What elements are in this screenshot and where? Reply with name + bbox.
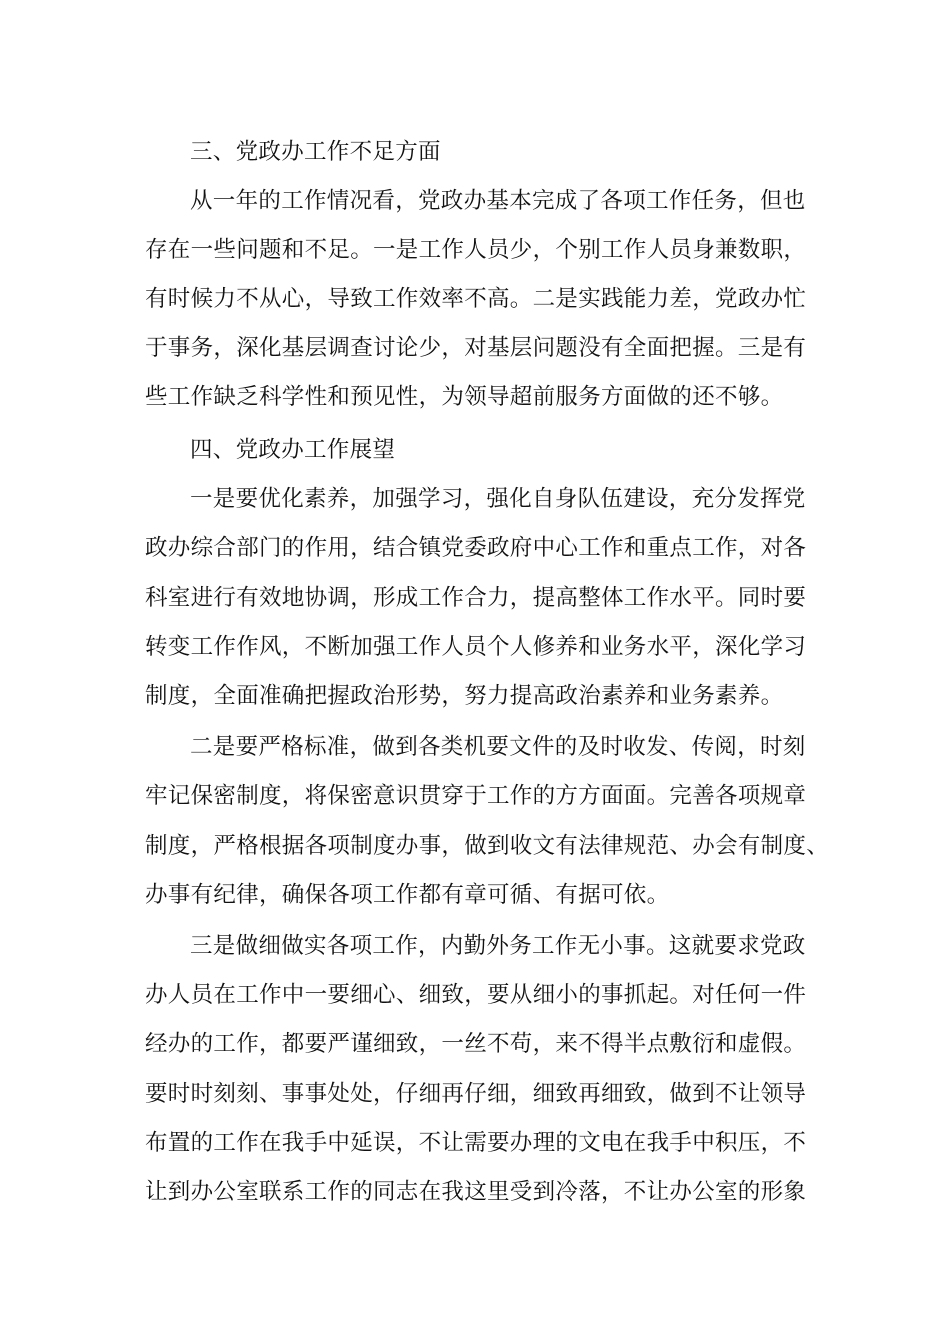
paragraph-line: 经办的工作，都要严谨细致，一丝不苟，来不得半点敷衍和虚假。 xyxy=(145,1031,807,1057)
paragraph-line: 让到办公室联系工作的同志在我这里受到冷落，不让办公室的形象 xyxy=(145,1179,807,1205)
paragraph-line: 制度，全面准确把握政治形势，努力提高政治素养和业务素养。 xyxy=(145,683,784,709)
paragraph-line: 制度，严格根据各项制度办事，做到收文有法律规范、办会有制度、 xyxy=(145,833,830,859)
section-heading-4: 四、党政办工作展望 xyxy=(190,437,396,463)
paragraph-line: 办人员在工作中一要细心、细致，要从细小的事抓起。对任何一件 xyxy=(145,982,807,1008)
paragraph-line: 三是做细做实各项工作，内勤外务工作无小事。这就要求党政 xyxy=(190,933,806,959)
paragraph-line: 科室进行有效地协调，形成工作合力，提高整体工作水平。同时要 xyxy=(145,585,807,611)
paragraph-line: 转变工作作风，不断加强工作人员个人修养和业务水平，深化学习 xyxy=(145,634,807,660)
paragraph-line: 政办综合部门的作用，结合镇党委政府中心工作和重点工作，对各 xyxy=(145,535,807,561)
paragraph-line: 些工作缺乏科学性和预见性，为领导超前服务方面做的还不够。 xyxy=(145,384,784,410)
paragraph-line: 牢记保密制度，将保密意识贯穿于工作的方方面面。完善各项规章 xyxy=(145,783,807,809)
paragraph-line: 从一年的工作情况看，党政办基本完成了各项工作任务，但也 xyxy=(190,188,806,214)
paragraph-line: 于事务，深化基层调查讨论少，对基层问题没有全面把握。三是有 xyxy=(145,335,807,361)
paragraph-line: 有时候力不从心，导致工作效率不高。二是实践能力差，党政办忙 xyxy=(145,286,807,312)
paragraph-line: 办事有纪律，确保各项工作都有章可循、有据可依。 xyxy=(145,882,670,908)
paragraph-line: 二是要严格标准，做到各类机要文件的及时收发、传阅，时刻 xyxy=(190,734,806,760)
section-heading-3: 三、党政办工作不足方面 xyxy=(190,139,441,165)
paragraph-line: 要时时刻刻、事事处处，仔细再仔细，细致再细致，做到不让领导 xyxy=(145,1081,807,1107)
paragraph-line: 布置的工作在我手中延误，不让需要办理的文电在我手中积压，不 xyxy=(145,1130,807,1156)
paragraph-line: 一是要优化素养，加强学习，强化自身队伍建设，充分发挥党 xyxy=(190,486,806,512)
paragraph-line: 存在一些问题和不足。一是工作人员少，个别工作人员身兼数职， xyxy=(145,237,807,263)
